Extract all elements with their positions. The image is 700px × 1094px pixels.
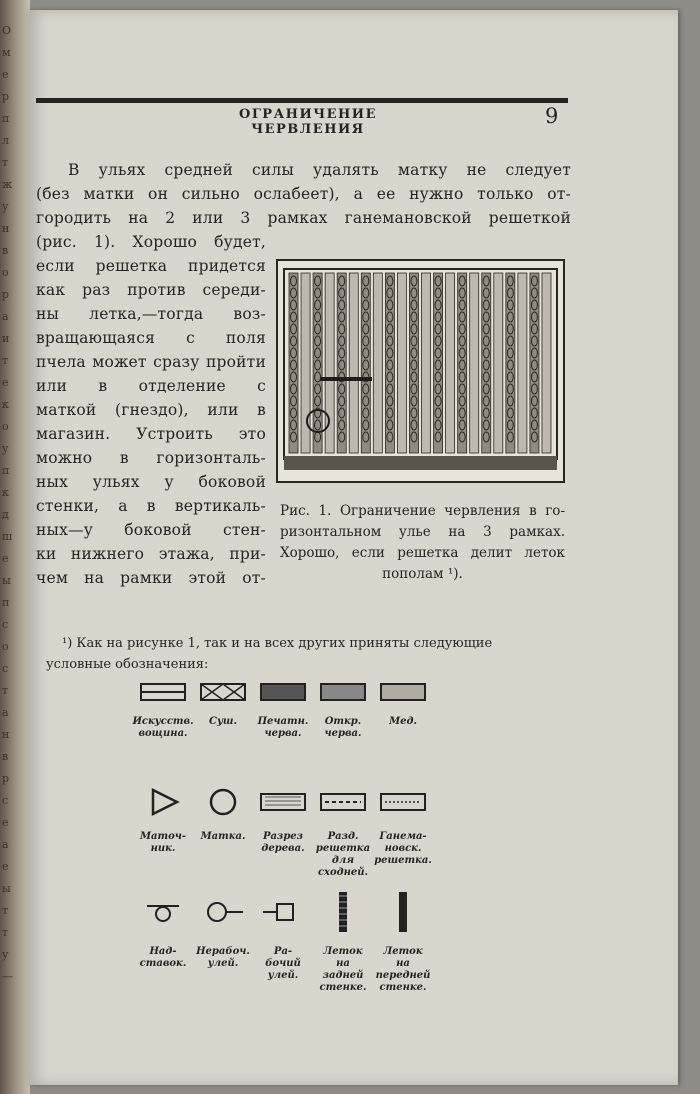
legend-entry — [368, 892, 438, 994]
legend-label: стенке. — [379, 982, 427, 993]
body-line: маткой (гнездо), или в — [36, 401, 266, 419]
legend-label: черва. — [324, 728, 362, 739]
body-line: городить на 2 или 3 рамках ганемановской решеткой — [36, 209, 571, 227]
caption-line: пополам ¹). — [382, 566, 463, 582]
legend-label: улей. — [267, 970, 299, 981]
hive-top-icon — [139, 892, 187, 932]
legend-label: Нерабоч. — [196, 946, 250, 957]
body-line: (рис. 1). Хорошо будет, — [36, 233, 266, 251]
hive-frames-figure — [276, 259, 565, 483]
body-line: стенки, а в вертикаль- — [36, 497, 266, 515]
legend-label: бочий — [265, 958, 301, 969]
brood-frame-icon — [139, 682, 187, 702]
working-hive-icon — [259, 892, 307, 932]
body-line: (без матки он сильно ослабеет), а ее нужно только от- — [36, 185, 571, 203]
queen-cell-icon — [139, 787, 187, 817]
page-number: 9 — [545, 104, 559, 128]
body-line: если решетка придется — [36, 257, 266, 275]
footnote — [46, 633, 576, 675]
body-line: ки нижнего этажа, при- — [36, 545, 266, 563]
body-line: вращающаяся с поля — [36, 329, 266, 347]
legend-label: Суш. — [208, 716, 237, 727]
legend-label: дерева. — [261, 843, 305, 854]
legend-label: Леток — [383, 946, 423, 957]
caption-line: Рис. 1. Ограничение червления в го- — [280, 503, 565, 519]
legend-entry — [368, 787, 438, 867]
legend-label: стенке. — [319, 982, 367, 993]
sealed-brood-icon — [259, 682, 307, 702]
legend-label: на — [336, 958, 350, 969]
open-brood-icon — [319, 682, 367, 702]
legend-label: ставок. — [139, 958, 187, 969]
legend-label: сходней. — [317, 867, 369, 878]
legend-label: Искусств. — [132, 716, 194, 727]
body-line: ных ульях у боковой — [36, 473, 266, 491]
legend-label: решетка. — [374, 855, 432, 866]
honey-frame-icon — [379, 682, 427, 702]
caption-line: Хорошо, если решетка делит леток — [280, 545, 565, 561]
legend-label: новск. — [384, 843, 422, 854]
hive-cover-icon — [199, 892, 247, 932]
legend-label: передней — [375, 970, 431, 981]
symbol-legend — [128, 682, 508, 1022]
footnote-line: ¹) Как на рисунке 1, так и на всех других приняты следующие — [62, 636, 493, 651]
hanemann-grid-icon — [379, 787, 427, 817]
dry-comb-icon — [199, 682, 247, 702]
legend-label: улей. — [207, 958, 239, 969]
body-line: или в отделение с — [36, 377, 266, 395]
body-line: ных—у боковой стен- — [36, 521, 266, 539]
book-spine — [0, 0, 30, 1094]
body-line: В ульях средней силы удалять матку не следует — [68, 161, 571, 179]
legend-label: Ганема- — [379, 831, 427, 842]
legend-label: Откр. — [324, 716, 362, 727]
legend-label: Над- — [149, 946, 177, 957]
footnote-line: условные обозначения: — [46, 657, 209, 672]
legend-label: на — [396, 958, 410, 969]
legend-label: решетка — [315, 843, 371, 854]
hive-frames-illustration — [278, 261, 563, 481]
legend-label: задней — [322, 970, 364, 981]
adjacent-page-edge-text: О м е р п л т ж у н в о р а и т е к о у п к д ш е ы п с о с т а н в р с е а е ы т т у — — [2, 24, 13, 983]
legend-label: Разрез — [262, 831, 304, 842]
back-entrance-icon — [319, 892, 367, 932]
front-entrance-icon — [379, 892, 427, 932]
partition-grid-icon — [319, 787, 367, 817]
running-head: ОГРАНИЧЕНИЕ ЧЕРВЛЕНИЯ — [239, 107, 377, 137]
legend-label: для — [331, 855, 355, 866]
body-line: ны летка,—тогда воз- — [36, 305, 266, 323]
book-page — [28, 10, 678, 1085]
body-line: пчела может сразу пройти — [36, 353, 266, 371]
queen-icon — [199, 787, 247, 817]
legend-label: Ра- — [273, 946, 293, 957]
caption-line: ризонтальном улье на 3 рамках. — [280, 524, 565, 540]
legend-label: Мед. — [389, 716, 417, 727]
header-rule — [36, 98, 568, 103]
body-line: чем на рамки этой от- — [36, 569, 266, 587]
legend-entry — [368, 682, 438, 728]
legend-label: черва. — [264, 728, 302, 739]
legend-label: Разд. — [327, 831, 359, 842]
legend-label: Печатн. — [257, 716, 309, 727]
legend-label: Матка. — [200, 831, 246, 842]
legend-label: ник. — [150, 843, 176, 854]
figure-caption — [280, 501, 565, 585]
legend-label: Маточ- — [139, 831, 187, 842]
body-line: магазин. Устроить это — [36, 425, 266, 443]
wood-partition-icon — [259, 787, 307, 817]
legend-label: вощина. — [138, 728, 188, 739]
legend-label: Леток — [323, 946, 363, 957]
body-line: можно в горизонталь- — [36, 449, 266, 467]
body-line: как раз против середи- — [36, 281, 266, 299]
